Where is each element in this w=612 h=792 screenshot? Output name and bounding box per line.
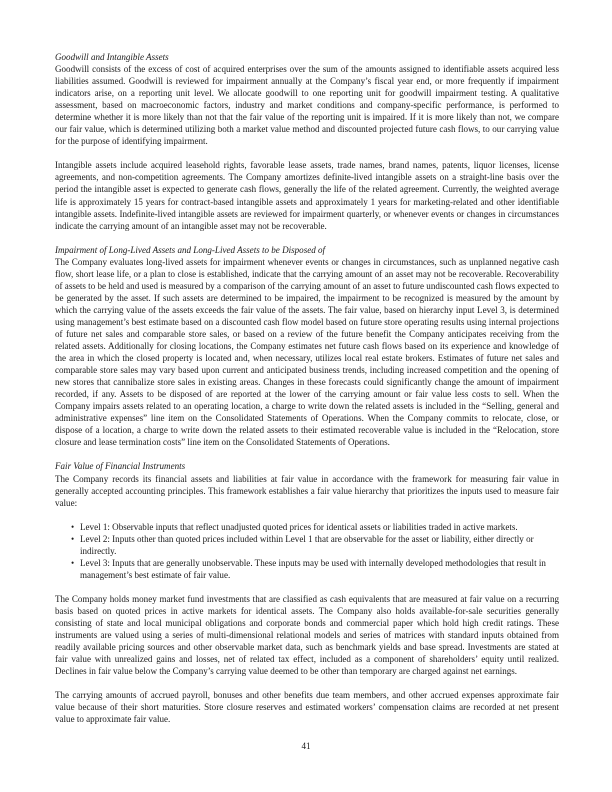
section-heading: Goodwill and Intangible Assets [55, 52, 169, 62]
impairment-section [55, 244, 559, 449]
paragraph-gap [55, 581, 559, 593]
list-item: • Level 3: Inputs that are generally unobservable. These inputs may be used with internally developed methodologies that result in management’s best estimate of fair value. [71, 557, 559, 581]
list-item: • Level 2: Inputs other than quoted prices included within Level 1 that are observable for the asset or liability, either directly or indirectly. [71, 533, 559, 557]
fair-value-section [55, 460, 559, 725]
page-number: 41 [301, 741, 311, 751]
paragraph: Goodwill consists of the excess of cost of acquired enterprises over the sum of the amounts assigned to identifiable assets acquired less liabilities assumed. Goodwill is reviewed for impairment annually at the Company’s fiscal year end, or more frequently if impairment indicators arise, on a reporting unit level. We allocate goodwill to one reporting unit for goodwill impairment testing. A qualitative assessment, based on macroeconomic factors, industry and market conditions and company-specific performance, is performed to determine whether it is more likely than not that the fair value of the reporting unit is impaired. If it is more likely than not, we compare our fair value, which is determined utilizing both a market value method and discounted projected future cash flows, to our carrying value for the purpose of identifying impairment. [55, 64, 559, 147]
hierarchy-list [55, 521, 559, 581]
paragraph: The Company records its financial assets and liabilities at fair value in accordance with the framework for measuring fair value in generally accepted accounting principles. This framework establishes a fair value hierarchy that prioritizes the inputs used to measure fair value: [55, 473, 559, 508]
section-gap [55, 448, 559, 460]
paragraph-gap [55, 147, 559, 159]
goodwill-section [55, 51, 559, 232]
paragraph-gap [55, 677, 559, 689]
section-heading: Fair Value of Financial Instruments [55, 461, 186, 472]
section-heading: Impairment of Long-Lived Assets and Long-Lived Assets to be Disposed of [55, 244, 326, 255]
section-gap [55, 232, 559, 244]
paragraph-gap [55, 509, 559, 521]
paragraph: The Company holds money market fund investments that are classified as cash equivalents that are measured at fair value on a recurring basis based on quoted prices in active markets for identical assets. The Company also holds available-for-sale securities generally consisting of state and local municipal obligations and corporate bonds and commercial paper which hold high credit ratings. These instruments are valued using a series of multi-dimensional relational models and series of matrices with standard inputs obtained from readily available pricing sources and other observable market data, such as benchmark yields and base spread. Investments are stated at fair value with unrealized gains and losses, net of related tax effect, included as a component of shareholders’ equity until realized. Declines in fair value below the Company’s carrying value deemed to be other than temporary are charged against net earnings. [55, 593, 559, 677]
list-item: • Level 1: Observable inputs that reflect unadjusted quoted prices for identical assets or liabilities traded in active markets. [71, 521, 559, 533]
paragraph: Intangible assets include acquired leasehold rights, favorable lease assets, trade names, brand names, patents, liquor licenses, license agreements, and non-competition agreements. The Company amortizes definite-lived intangible assets on a straight-line basis over the period the intangible asset is expected to generate cash flows, generally the life of the related agreement. Currently, the weighted average life is approximately 15 years for contract-based intangible assets and approximately 1 years for marketing-related and other identifiable intangible assets. Indefinite-lived intangible assets are reviewed for impairment quarterly, or whenever events or changes in circumstances indicate the carrying amount of an intangible asset may not be recoverable. [55, 160, 559, 231]
paragraph: The carrying amounts of accrued payroll, bonuses and other benefits due team members, and other accrued expenses approximate fair value because of their short maturities. Store closure reserves and estimated workers’ compensation claims are recorded at net present value to approximate fair value. [55, 690, 559, 725]
paragraph: The Company evaluates long-lived assets for impairment whenever events or changes in circumstances, such as unplanned negative cash flow, short lease life, or a plan to close is established, indicate that the carrying amount of an asset may not be recoverable. Recoverability of assets to be held and used is measured by a comparison of the carrying amount of an asset to future undiscounted cash flows expected to be generated by the asset. If such assets are determined to be impaired, the impairment to be recognized is measured by the amount by which the carrying value of the assets exceeds the fair value of the assets. The fair value, based on hierarchy input Level 3, is determined using management’s best estimate based on a discounted cash flow model based on future store operating results using internal projections of future net sales and comparable store sales, or based on a review of the future benefit the Company anticipates receiving from the related assets. Additionally for closing locations, the Company estimates net future cash flows based on its experience and knowledge of the area in which the closed property is located and, when necessary, utilizes local real estate brokers. Estimates of future net sales and comparable store sales may vary based upon current and anticipated business trends, including increased competition and the opening of new stores that cannibalize store sales in existing areas. Changes in these forecasts could significantly change the amount of impairment recorded, if any. Assets to be disposed of are reported at the lower of the carrying amount or fair value less costs to sell. When the Company impairs assets related to an operating location, a charge to write down the related assets is included in the “Selling, general and administrative expenses” line item on the Consolidated Statements of Operations. When the Company commits to relocate, close, or dispose of a location, a charge to write down the related assets to their estimated recoverable value is included in the “Relocation, store closure and lease termination costs” line item on the Consolidated Statements of Operations. [55, 256, 559, 448]
document-body [55, 51, 559, 725]
